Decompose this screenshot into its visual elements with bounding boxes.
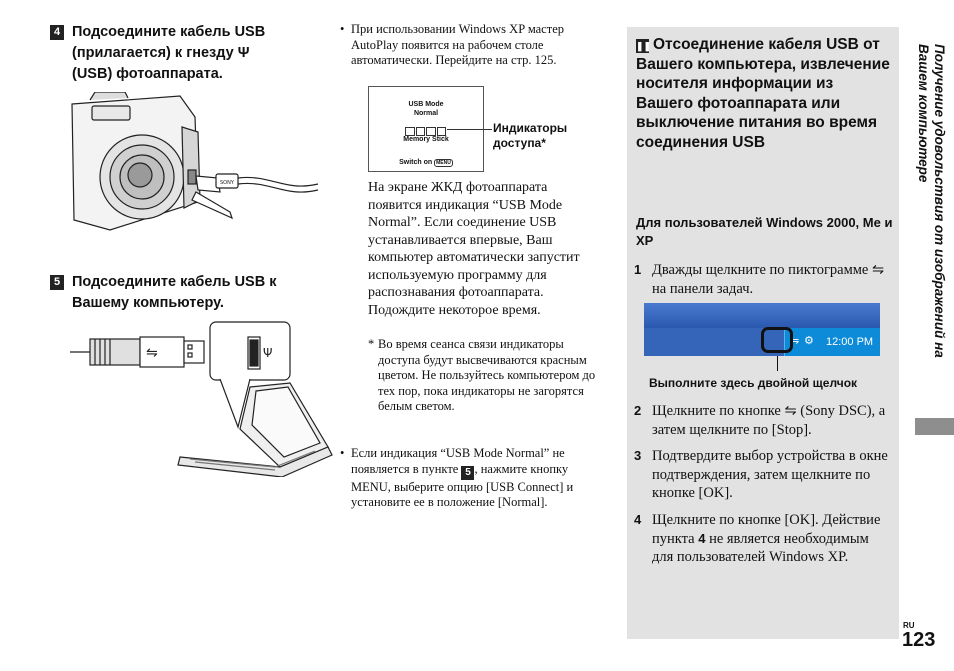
step-4-line2: (прилагается) к гнезду	[72, 45, 234, 61]
item-2-number: 2	[634, 403, 642, 418]
lcd-memory-stick: Memory Stick	[403, 136, 449, 143]
windows-subheading: Для пользователей Windows 2000, Me и XP	[636, 215, 893, 248]
double-click-label: Выполните здесь двойной щелчок	[649, 376, 858, 390]
bullet2-step-number: 5	[461, 466, 474, 480]
double-click-highlight	[761, 327, 793, 353]
laptop-usb-illustration	[70, 317, 340, 477]
camera-usb-illustration	[70, 92, 320, 242]
bullet-autoplay: • При использовании Windows XP мастер AutoPlay появится на рабочем столе автоматически. Перейдите на стр. 125.	[340, 22, 595, 69]
instruction-4	[634, 511, 892, 567]
highlight-pointer-line	[777, 356, 778, 371]
instruction-1	[634, 261, 892, 298]
item-2-text-a: Щелкните по кнопке	[652, 403, 781, 419]
item-4-number: 4	[634, 512, 642, 527]
item-1-text-b: на панели задач.	[652, 280, 754, 297]
step-4-line3: (USB) фотоаппарата.	[72, 66, 223, 82]
step-4-heading	[50, 22, 320, 85]
access-indicators	[405, 127, 447, 136]
lcd-normal: Normal	[413, 110, 439, 117]
middle-column	[340, 22, 600, 509]
page-number: 123	[902, 629, 936, 651]
indicator-label-line1: Индикаторы	[493, 121, 568, 135]
left-column	[50, 22, 320, 361]
item-2-text-b: (Sony DSC), а затем щелкните по [Stop].	[652, 403, 886, 438]
step-5-line1: Подсоедините кабель USB к	[72, 274, 277, 290]
svg-text:Ψ: Ψ	[263, 346, 273, 360]
bullet2-text-a: Если индикация “USB Mode Normal” не появляется в пункте	[351, 446, 565, 476]
tray-icon[interactable]: ⚙	[804, 334, 814, 347]
svg-text:SONY: SONY	[220, 180, 234, 186]
bullet-usb-mode	[340, 446, 598, 511]
lcd-switch-on: Switch on	[399, 159, 433, 166]
instruction-3	[634, 447, 892, 503]
step-5-heading	[50, 272, 276, 314]
chapter-tab-marker	[915, 418, 954, 435]
instruction-2	[634, 402, 892, 439]
item-4-text-a: Щелкните по кнопке [OK]. Действие пункта	[652, 512, 881, 547]
taskbar-clock: 12:00 PM	[826, 336, 874, 348]
lcd-description: На экране ЖКД фотоаппарата появится индикация “USB Mode Normal”. Если соединение USB устанавливается впервые, Ваш компьютер автоматически запустит используемую программу для распознавания фотоаппарата. Подождите некоторое время.	[368, 180, 580, 318]
indicator-label	[493, 121, 567, 151]
windows-taskbar	[644, 303, 880, 356]
item-1-text-a: Дважды щелкните по пиктограмме	[652, 262, 869, 278]
section-title	[636, 35, 894, 153]
usb-tray-icon: ⇋	[872, 262, 885, 278]
step-4-line1: Подсоедините кабель USB	[72, 24, 266, 40]
safely-remove-icon[interactable]: ⇋	[790, 334, 800, 347]
lcd-usb-mode: USB Mode	[408, 101, 444, 108]
usb-device-icon: ⇋	[784, 403, 797, 419]
disconnect-section	[627, 27, 899, 639]
bullet2-text-b: , нажмите кнопку MENU, выберите опцию [USB Connect] и установите ее в положение [Normal].	[351, 461, 574, 509]
section-title-text: Отсоединение кабеля USB от Вашего компьютера, извлечение носителя информации из Вашего фотоаппарата или выключение питания во время соединения USB	[636, 36, 890, 151]
chapter-side-title: Получение удовольствия от изображений на Вашем компьютере	[916, 44, 947, 358]
usb-symbol-icon: Ψ	[237, 45, 250, 61]
indicator-pointer-line	[447, 129, 492, 130]
note-text: Во время сеанса связи индикаторы доступа будут высвечиваются красным цветом. Не пользуйтесь компьютером до тех пор, пока индикаторы не загорятся белым светом.	[378, 337, 596, 413]
step-5-line2: Вашему компьютеру.	[72, 295, 224, 311]
item-1-number: 1	[634, 262, 642, 277]
step-4-number: 4	[50, 25, 64, 40]
step-5-number: 5	[50, 275, 64, 290]
note-star: *	[368, 337, 375, 351]
svg-text:⇋: ⇋	[146, 345, 158, 361]
item-4-bold-number: 4	[698, 530, 706, 546]
access-note	[368, 337, 600, 415]
indicator-label-line2: доступа*	[493, 136, 546, 150]
lcd-menu-tag: MENU	[436, 160, 451, 166]
item-3-number: 3	[634, 448, 642, 463]
item-4-text-b: не является необходимым для пользователей Windows XP.	[652, 530, 869, 565]
language-code: RU	[903, 621, 915, 630]
item-3-text: Подтвердите выбор устройства в окне подтверждения, затем щелкните по кнопке [OK].	[652, 448, 888, 501]
section-mark-icon: ❚❚	[636, 41, 652, 51]
